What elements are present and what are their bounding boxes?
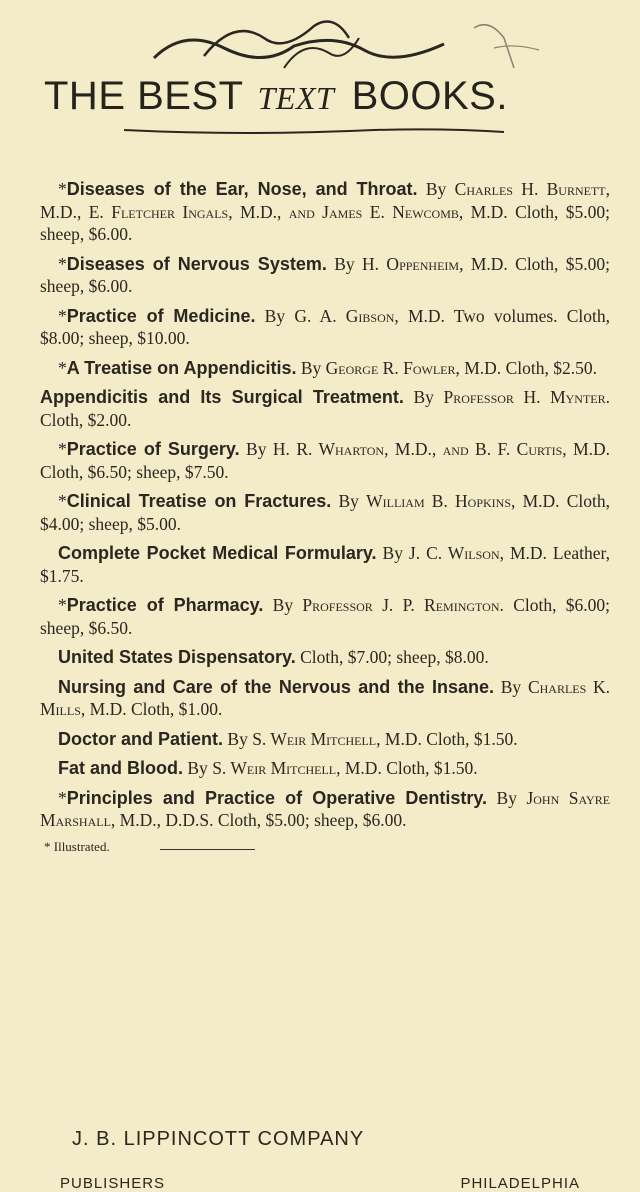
header-ornament xyxy=(144,8,544,78)
header-title-ornament-word: TEXT xyxy=(257,80,335,116)
book-author: George R. Fowler, M.D. xyxy=(325,357,502,378)
book-details: Cloth, $1.50. xyxy=(426,728,518,749)
publisher-city: PHILADELPHIA xyxy=(460,1175,580,1192)
book-details: Leather, $1.75. xyxy=(40,543,610,586)
book-title: Diseases of Nervous System. xyxy=(66,253,327,274)
book-title: Principles and Practice of Operative Dentistry. xyxy=(66,787,488,808)
publisher-name: J. B. LIPPINCOTT COMPANY xyxy=(72,1128,365,1150)
book-details: Cloth, $2.50. xyxy=(505,357,597,378)
book-author: Professor H. Mynter. xyxy=(443,387,611,407)
book-title: Fat and Blood. xyxy=(58,758,183,778)
book-author: S. Weir Mitchell, M.D. xyxy=(252,728,422,749)
book-details: Cloth, $5.00; sheep, $6.00. xyxy=(40,253,611,296)
book-entry: Fat and Blood. By S. Weir Mitchell, M.D. Cloth, $1.50. xyxy=(58,758,478,778)
book-details: Cloth, $5.00; sheep, $6.00. xyxy=(217,810,407,830)
book-title: Practice of Medicine. xyxy=(66,305,256,326)
book-details: Two volumes. Cloth, $8.00; sheep, $10.00. xyxy=(40,305,611,348)
book-entry: *A Treatise on Appendicitis. By George R. Fowler, M.D. Cloth, $2.50. xyxy=(58,357,597,378)
header-title xyxy=(44,74,604,119)
book-title: A Treatise on Appendicitis. xyxy=(66,357,297,378)
book-list xyxy=(40,178,611,854)
book-author: John Sayre Marshall, M.D., D.D.S. xyxy=(40,787,611,830)
book-author: Charles H. Burnett, M.D., E. Fletcher Ingals, M.D., and James E. Newcomb, M.D. xyxy=(40,179,611,222)
book-title: Practice of Pharmacy. xyxy=(66,595,264,615)
footnote-rule xyxy=(160,849,255,850)
footnote-illustrated: * Illustrated. xyxy=(44,838,110,854)
book-author: S. Weir Mitchell, M.D. xyxy=(212,758,382,778)
book-author: William B. Hopkins, M.D. xyxy=(366,491,560,511)
publisher-row xyxy=(60,1175,580,1192)
book-entry: Appendicitis and Its Surgical Treatment. By Professor H. Mynter. Cloth, $2.00. xyxy=(40,387,611,430)
book-entry: *Practice of Medicine. By G. A. Gibson, M.D. Two volumes. Cloth, $8.00; sheep, $10.00. xyxy=(40,305,611,348)
book-entry: *Practice of Surgery. By H. R. Wharton, M.D., and B. F. Curtis, M.D. Cloth, $6.50; sheep, $7.50. xyxy=(40,439,611,482)
book-author: J. C. Wilson, M.D. xyxy=(408,543,547,563)
book-entry: *Clinical Treatise on Fractures. By William B. Hopkins, M.D. Cloth, $4.00; sheep, $5.00. xyxy=(40,491,610,534)
book-author: H. Oppenheim, M.D. xyxy=(362,253,508,274)
book-details: Cloth, $6.50; sheep, $7.50. xyxy=(40,461,229,482)
book-details: Cloth, $2.00. xyxy=(40,409,132,430)
book-author: Professor J. P. Remington. xyxy=(302,595,504,615)
book-title: Doctor and Patient. xyxy=(58,728,224,749)
book-entry xyxy=(40,646,610,669)
book-title: Complete Pocket Medical Formulary. xyxy=(58,543,377,563)
book-details: Cloth, $4.00; sheep, $5.00. xyxy=(40,491,610,534)
book-details: Cloth, $1.00. xyxy=(130,699,223,719)
book-author: H. R. Wharton, M.D., and B. F. Curtis, M.D. xyxy=(272,439,611,459)
book-title: Appendicitis and Its Surgical Treatment. xyxy=(40,387,404,407)
book-entry: *Diseases of the Ear, Nose, and Throat. By Charles H. Burnett, M.D., E. Fletcher Ingals, M.D., and James E. Newcomb, M.D. Cloth, $5.00; sheep, $6.00. xyxy=(40,179,611,244)
book-entry: Nursing and Care of the Nervous and the Insane. By Charles K. Mills, M.D. Cloth, $1.00. xyxy=(40,676,611,719)
header-title-left: THE BEST xyxy=(44,74,244,118)
book-entry: Complete Pocket Medical Formulary. By J. C. Wilson, M.D. Leather, $1.75. xyxy=(40,543,610,586)
book-author: G. A. Gibson, M.D. xyxy=(294,305,445,326)
book-entry: *Diseases of Nervous System. By H. Oppenheim, M.D. Cloth, $5.00; sheep, $6.00. xyxy=(40,253,611,296)
book-title: Diseases of the Ear, Nose, and Throat. xyxy=(66,179,418,199)
book-author: Charles K. Mills, M.D. xyxy=(40,676,611,719)
book-details: Cloth, $1.50. xyxy=(386,758,478,778)
publisher-block xyxy=(60,1128,620,1192)
book-details: Cloth, $6.00; sheep, $6.50. xyxy=(40,595,610,638)
header-title-right: BOOKS. xyxy=(351,74,508,118)
book-title: Clinical Treatise on Fractures. xyxy=(66,491,332,511)
book-title: Nursing and Care of the Nervous and the Insane. xyxy=(58,676,494,697)
book-title: Practice of Surgery. xyxy=(66,439,240,459)
publisher-label: PUBLISHERS xyxy=(60,1175,166,1192)
book-details: Cloth, $5.00; sheep, $6.00. xyxy=(40,201,611,244)
book-entry: Doctor and Patient. By S. Weir Mitchell, M.D. Cloth, $1.50. xyxy=(58,728,518,749)
book-details: Cloth, $7.00; sheep, $8.00. xyxy=(300,647,489,667)
book-title: United States Dispensatory. xyxy=(58,647,296,667)
book-entry: *Principles and Practice of Operative Dentistry. By John Sayre Marshall, M.D., D.D.S. Cloth, $5.00; sheep, $6.00. xyxy=(40,787,611,830)
book-entry: *Practice of Pharmacy. By Professor J. P. Remington. Cloth, $6.00; sheep, $6.50. xyxy=(40,595,610,638)
header-underline xyxy=(44,126,604,138)
header xyxy=(44,8,604,128)
